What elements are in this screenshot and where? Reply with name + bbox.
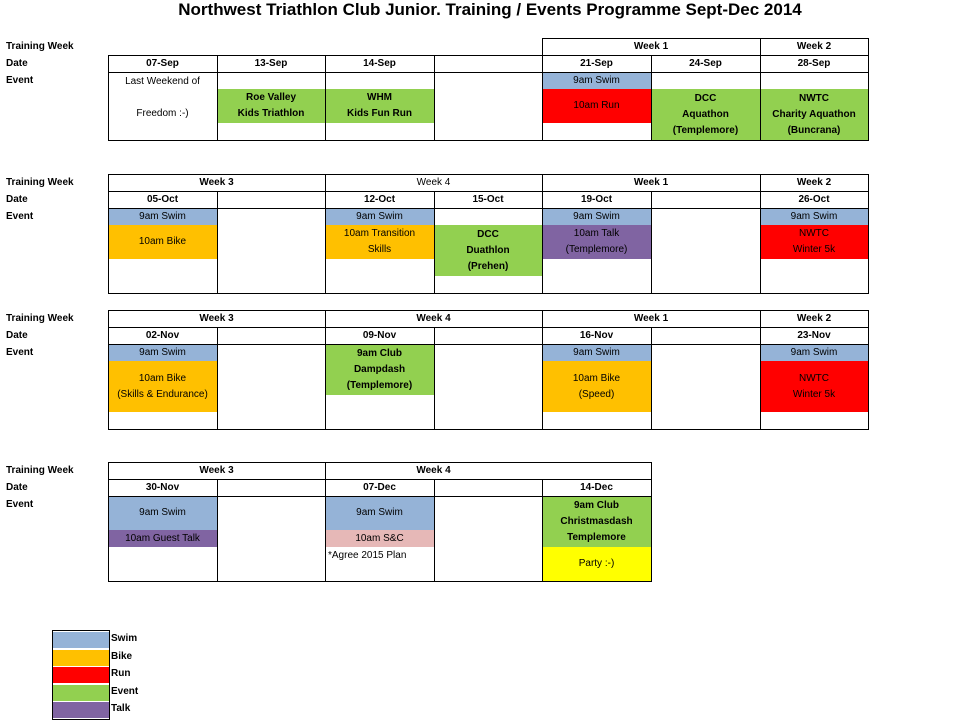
date-cell: 14-Dec [580,481,613,493]
event-text: Charity Aquathon [772,108,856,120]
date-cell: 09-Nov [362,329,397,341]
grid-line [108,429,869,430]
grid-line [760,191,761,293]
event-text: 9am Club [356,347,402,359]
event-text: 10am S&C [355,532,404,544]
event-cell[interactable] [542,208,651,225]
event-text: 9am Swim [573,210,620,222]
grid-line [760,310,761,327]
grid-line [868,174,869,294]
grid-line [434,479,435,581]
event-cell[interactable] [760,344,868,361]
event-cell[interactable] [542,547,651,581]
grid-line [325,462,326,479]
event-cell[interactable] [542,89,651,123]
date-cell [217,327,325,344]
event-text: Dampdash [353,363,406,375]
grid-line [325,174,326,191]
grid-line [542,310,543,327]
event-text: 9am Swim [573,346,620,358]
grid-line [108,55,869,56]
legend-label: Run [111,668,131,679]
event-cell[interactable] [434,225,542,276]
event-text: 9am Swim [356,210,403,222]
grid-line [542,327,543,429]
date-cell: 24-Sep [689,57,722,69]
event-cell[interactable] [108,208,217,225]
event-text: Party :-) [578,558,615,569]
event-cell[interactable] [760,89,868,140]
event-text: NWTC [799,228,829,239]
event-text: 9am Swim [790,346,838,358]
week-header: Week 1 [633,40,669,52]
grid-line [325,479,326,581]
grid-line [108,310,109,327]
event-text: (Skills & Endurance) [117,388,208,400]
event-text: 10am Run [573,100,620,111]
event-cell[interactable] [108,530,217,547]
grid-line [108,293,869,294]
event-text: (Speed) [578,388,615,400]
date-cell: 28-Sep [797,57,831,69]
event-cell[interactable] [542,496,651,547]
grid-line [108,479,109,581]
row-label-event: Event [6,347,34,358]
event-cell[interactable] [217,89,325,123]
date-cell: 12-Oct [363,193,396,205]
event-cell[interactable] [325,496,434,530]
legend-label: Event [111,685,139,697]
week-header: Week 4 [416,464,451,476]
event-text: (Templemore) [565,244,628,255]
date-cell [434,479,542,496]
talk-swatch [53,702,109,718]
event-cell[interactable] [542,361,651,412]
legend-label: Swim [111,633,138,644]
grid-line [108,191,869,192]
event-text: DCC [477,228,499,240]
bike-swatch [53,650,109,666]
date-cell: 07-Sep [146,57,179,69]
row-label-date: Date [6,194,28,205]
grid-line [108,479,652,480]
grid-line [651,327,652,429]
event-cell[interactable] [108,361,217,412]
row-label-date: Date [6,482,28,493]
event-text: Kids Fun Run [347,108,412,119]
event-text: Freedom :-) [136,107,189,119]
date-cell: 16-Nov [579,329,614,341]
grid-line [217,55,218,140]
date-cell: 15-Oct [472,193,504,205]
date-cell [434,327,542,344]
grid-line [325,191,326,293]
event-text: NWTC [799,92,829,104]
grid-line [434,327,435,429]
event-cell[interactable] [108,72,217,123]
event-text: Roe Valley [245,92,297,103]
grid-line [108,140,869,141]
row-label-event: Event [6,75,34,86]
grid-line [325,55,326,140]
event-cell[interactable] [542,72,651,89]
date-cell: 21-Sep [580,57,613,69]
event-text: 9am Swim [139,210,186,222]
grid-line [217,191,218,293]
grid-line [651,55,652,140]
week-header: Week 4 [416,312,451,324]
grid-line [760,174,761,191]
event-text: 9am Club [573,499,619,511]
grid-line [108,174,109,191]
date-cell [217,191,325,208]
event-cell[interactable] [760,225,868,259]
grid-line [868,310,869,430]
event-cell[interactable] [108,225,217,259]
date-cell [217,479,325,496]
event-text: 10am Transition [343,228,416,239]
event-text: Christmasdash [560,515,633,527]
grid-line [217,327,218,429]
event-cell[interactable] [325,89,434,123]
week-header: Week 4 [416,176,451,188]
event-text: Skills [367,244,392,255]
grid-line [542,55,543,140]
date-cell: 14-Sep [363,57,396,69]
event-text: DCC [694,92,717,104]
legend-label: Talk [111,703,131,714]
event-cell[interactable] [325,225,434,259]
grid-line [542,479,543,581]
row-label-date: Date [6,58,28,69]
page-title: Northwest Triathlon Club Junior. Training / Events Programme Sept-Dec 2014 [178,0,802,19]
date-cell [651,327,760,344]
row-label-training-week: Training Week [6,313,74,324]
grid-line [760,38,761,55]
swim-swatch [53,632,109,648]
event-text: 9am Swim [356,507,403,518]
grid-line [108,191,109,293]
grid-line [108,581,652,582]
week-header: Week 3 [199,176,234,188]
grid-line [108,72,869,73]
run-swatch [53,667,109,683]
event-text: 10am Bike [138,236,187,247]
date-cell: 19-Oct [580,193,613,205]
event-text: (Templemore) [672,124,739,136]
grid-line [108,208,869,209]
grid-line [108,462,652,463]
grid-line [108,174,869,175]
event-text: NWTC [799,372,829,384]
grid-line [108,344,869,345]
week-header: Week 2 [796,312,832,324]
row-label-training-week: Training Week [6,465,74,476]
event-text: 9am Swim [139,346,186,358]
event-text: 9am Swim [573,74,620,86]
grid-line [651,462,652,582]
event-text: 10am Bike [138,372,187,384]
legend-label: Bike [111,650,133,662]
event-text: WHM [367,92,392,103]
week-header: Week 1 [633,176,669,188]
grid-line [108,327,109,429]
event-cell[interactable] [542,225,651,259]
date-cell [434,55,542,72]
event-text: Duathlon [466,244,510,256]
grid-line [760,55,761,140]
week-header: Week 3 [199,464,234,476]
grid-line [434,191,435,293]
event-cell[interactable] [760,361,868,412]
event-cell[interactable] [325,547,434,564]
grid-line [108,310,869,311]
event-cell[interactable] [760,208,868,225]
date-cell: 02-Nov [145,329,180,341]
week-header: Week 2 [796,176,832,188]
row-label-date: Date [6,330,28,341]
event-text: 9am Swim [790,210,838,222]
event-text [161,90,164,106]
event-text: *Agree 2015 Plan [328,549,407,561]
grid-line [542,191,543,293]
grid-line [760,327,761,429]
row-label-event: Event [6,499,34,510]
event-text: 10am Guest Talk [125,532,200,544]
event-swatch [53,685,109,701]
event-cell[interactable] [651,89,760,140]
event-text: (Buncrana) [787,124,841,136]
grid-line [108,462,109,479]
grid-line [542,38,869,39]
grid-line [868,38,869,141]
week-header: Week 2 [796,40,832,52]
event-cell[interactable] [325,530,434,547]
grid-line [434,55,435,140]
event-text: Winter 5k [792,388,836,400]
grid-line [325,327,326,429]
grid-line [325,310,326,327]
grid-line [542,174,543,191]
week-header: Week 1 [633,312,669,324]
date-cell: 30-Nov [145,481,180,493]
legend-box [52,630,110,720]
event-cell[interactable] [108,344,217,361]
grid-line [217,479,218,581]
event-text: (Prehen) [467,260,509,272]
event-text: 10am Bike [572,372,621,384]
event-text: Aquathon [682,108,729,120]
grid-line [108,327,869,328]
row-label-training-week: Training Week [6,41,74,52]
event-text: Last Weekend of [125,75,200,87]
event-text: 10am Talk [573,228,620,239]
row-label-event: Event [6,211,34,222]
grid-line [108,55,109,140]
event-cell[interactable] [108,496,217,530]
event-text: Kids Triathlon [237,108,305,119]
grid-line [651,191,652,293]
row-label-training-week: Training Week [6,177,74,188]
grid-line [542,38,543,55]
week-header: Week 3 [199,312,234,324]
event-text: Winter 5k [792,244,836,255]
event-text: Templemore [567,531,626,543]
event-text: 9am Swim [139,507,186,518]
date-cell: 26-Oct [798,193,830,205]
date-cell: 23-Nov [797,329,831,341]
date-cell [651,191,760,208]
event-cell[interactable] [542,344,651,361]
event-cell[interactable] [325,344,434,395]
date-cell: 07-Dec [363,481,396,493]
event-text: (Templemore) [346,379,413,391]
date-cell: 05-Oct [146,193,179,205]
event-cell[interactable] [325,208,434,225]
grid-line [108,496,652,497]
date-cell: 13-Sep [254,57,288,69]
